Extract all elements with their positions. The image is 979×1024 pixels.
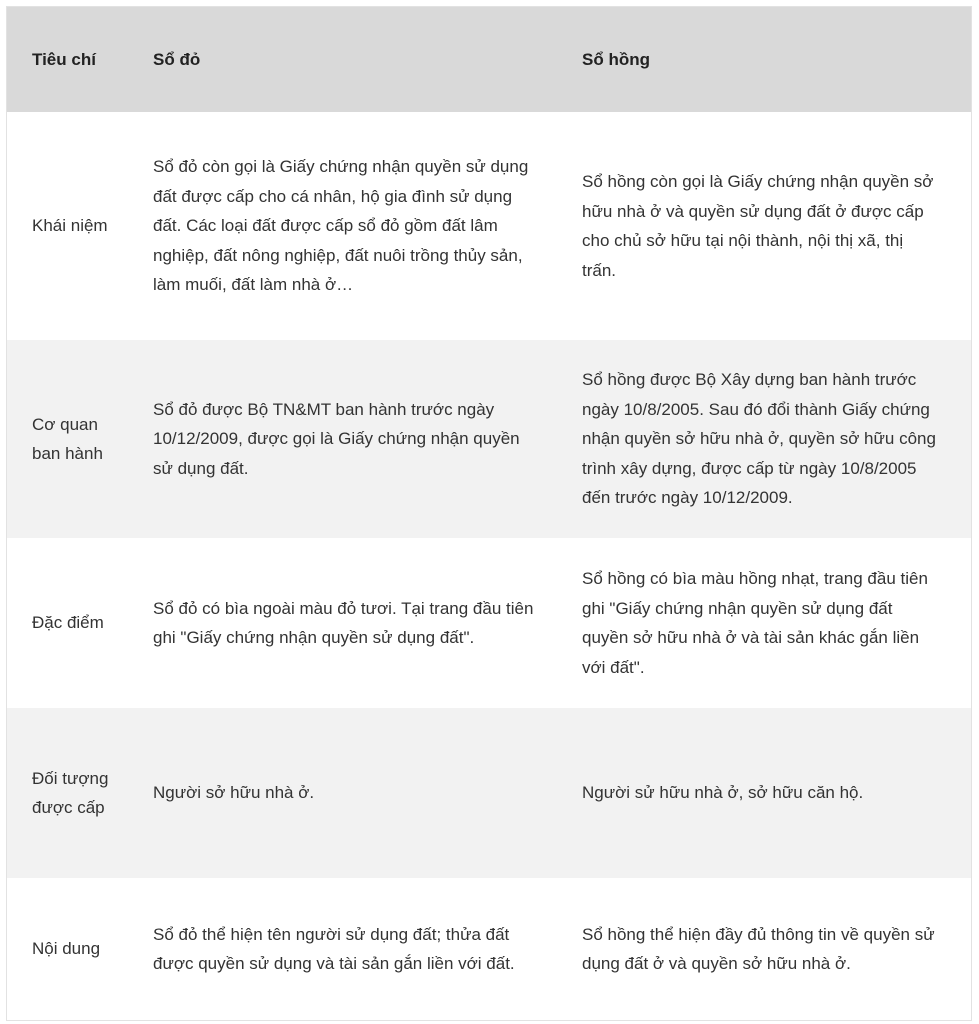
header-so-do: Sổ đỏ (153, 49, 201, 69)
so-do-cell: Sổ đỏ có bìa ngoài màu đỏ tươi. Tại trang đầu tiên ghi "Giấy chứng nhận quyền sử dụng đất". (153, 598, 534, 647)
criteria-cell: Nội dung (32, 939, 101, 959)
header-so-hong: Sổ hồng (582, 49, 650, 69)
so-hong-cell: Sổ hồng có bìa màu hồng nhạt, trang đầu tiên ghi "Giấy chứng nhận quyền sử dụng đất quyền sở hữu nhà ở và tài sản khác gắn liền với đất". (582, 569, 928, 677)
table-row (7, 878, 971, 1020)
criteria-cell: Cơ quan ban hành (32, 414, 103, 463)
so-hong-cell: Người sử hữu nhà ở, sở hữu căn hộ. (582, 783, 864, 803)
table-body (7, 112, 971, 1020)
so-hong-cell: Sổ hồng được Bộ Xây dựng ban hành trước ngày 10/8/2005. Sau đó đổi thành Giấy chứng nhận quyền sở hữu nhà ở, quyền sở hữu công trình xây dựng, được cấp từ ngày 10/8/2005 đến trước ngày 10/12/2009. (582, 370, 936, 508)
table-row (7, 340, 971, 538)
table-row (7, 538, 971, 708)
table-header (7, 7, 971, 112)
comparison-table (7, 7, 971, 1020)
header-row (7, 7, 971, 112)
so-hong-cell: Sổ hồng còn gọi là Giấy chứng nhận quyền sở hữu nhà ở và quyền sử dụng đất ở được cấp cho chủ sở hữu tại nội thành, nội thị xã, thị trấn. (582, 172, 934, 280)
criteria-cell: Đặc điểm (32, 613, 104, 633)
table-row (7, 112, 971, 340)
so-do-cell: Sổ đỏ được Bộ TN&MT ban hành trước ngày 10/12/2009, được gọi là Giấy chứng nhận quyền sử dụng đất. (153, 399, 520, 478)
so-do-cell: Sổ đỏ còn gọi là Giấy chứng nhận quyền sử dụng đất được cấp cho cá nhân, hộ gia đình sử dụng đất. Các loại đất được cấp sổ đỏ gồm đất lâm nghiệp, đất nông nghiệp, đất nuôi trồng thủy sản, làm muối, đất làm nhà ở… (153, 157, 529, 295)
so-hong-cell: Sổ hồng thể hiện đầy đủ thông tin về quyền sử dụng đất ở và quyền sở hữu nhà ở. (582, 924, 935, 973)
table-row (7, 708, 971, 878)
header-criteria: Tiêu chí (32, 49, 96, 69)
criteria-cell: Đối tượng được cấp (32, 768, 109, 817)
criteria-cell: Khái niệm (32, 216, 108, 236)
comparison-table-container (6, 6, 972, 1021)
so-do-cell: Sổ đỏ thể hiện tên người sử dụng đất; thửa đất được quyền sử dụng và tài sản gắn liền với đất. (153, 924, 515, 973)
so-do-cell: Người sở hữu nhà ở. (153, 783, 315, 803)
